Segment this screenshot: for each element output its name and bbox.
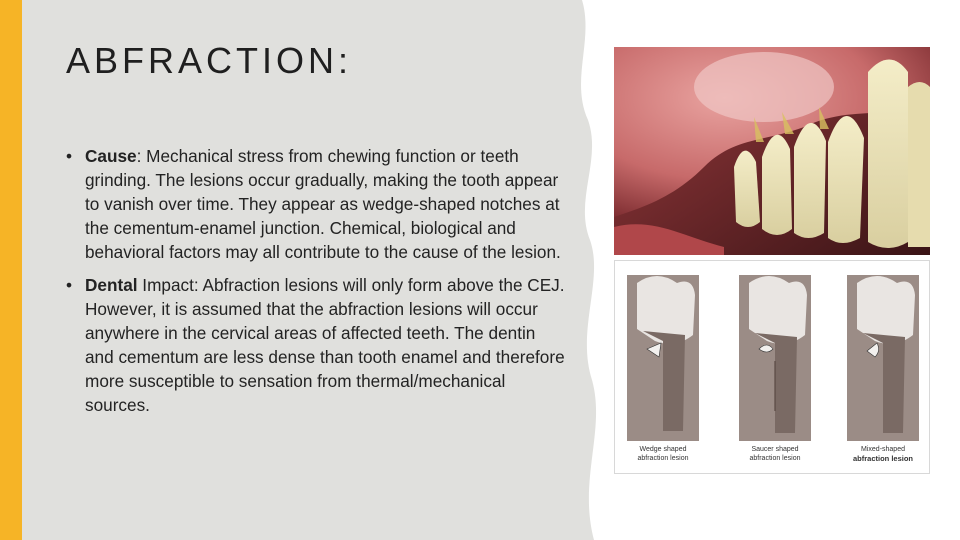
caption-line: abfraction lesion — [637, 455, 689, 462]
caption-line: Saucer shaped — [751, 446, 799, 453]
bullet-cause — [66, 144, 566, 264]
bullet-dot: • — [66, 146, 73, 166]
saucer-tooth-illustration — [739, 275, 811, 441]
teeth-photo-illustration — [614, 47, 930, 255]
caption-line: abfraction lesion — [749, 455, 801, 462]
bullet-list — [66, 144, 566, 426]
bullet-lead: Dental — [85, 275, 138, 295]
bullet-text: : Mechanical stress from chewing function or teeth grinding. The lesions occur gradually, making the tooth appear to vanish over time. They appear as wedge-shaped notches at the cementum-enamel junction. Chemical, biological and behavioral factors may all contribute to the cause of the lesion. — [85, 146, 561, 262]
caption-saucer — [735, 445, 815, 463]
caption-line: Mixed-shaped — [861, 446, 905, 453]
content-panel — [22, 0, 622, 540]
bullet-dot: • — [66, 275, 73, 295]
caption-line: abfraction lesion — [852, 454, 913, 463]
bullet-dental-impact — [66, 273, 566, 417]
wedge-tooth-illustration — [627, 275, 699, 441]
accent-bar — [0, 0, 22, 540]
caption-mixed — [843, 445, 923, 463]
slide-title: ABFRACTION: — [66, 40, 353, 81]
caption-wedge — [623, 445, 703, 463]
lesion-diagram-illustration — [615, 261, 931, 475]
lesion-diagram — [614, 260, 930, 474]
caption-line: Wedge shaped — [639, 446, 687, 453]
clinical-photo — [614, 47, 930, 255]
bullet-lead: Cause — [85, 146, 137, 166]
mixed-tooth-illustration — [847, 275, 919, 441]
bullet-text: Impact: Abfraction lesions will only form above the CEJ. However, it is assumed that the abfraction lesions will occur anywhere in the cervical areas of affected teeth. The dentin and cementum are less dense than tooth enamel and therefore more susceptible to sensation from thermal/mechanical sources. — [85, 275, 565, 415]
